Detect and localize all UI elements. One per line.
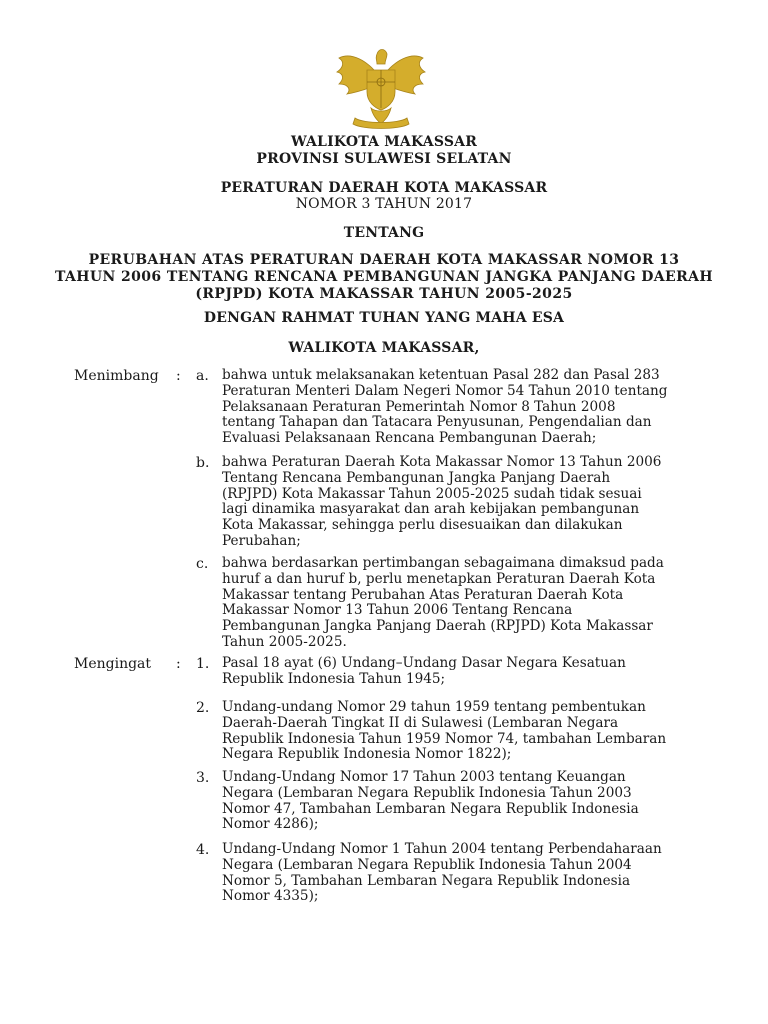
text-line: Undang-Undang Nomor 1 Tahun 2004 tentang Perbendaharaan — [222, 841, 662, 857]
text-line: bahwa berdasarkan pertimbangan sebagaimana dimaksud pada — [222, 555, 664, 571]
text-line: bahwa untuk melaksanakan ketentuan Pasal 282 dan Pasal 283 — [222, 367, 660, 383]
text-line: tentang Tahapan dan Tatacara Penyusunan, Pengendalian dan — [222, 414, 652, 431]
title-line: PERUBAHAN ATAS PERATURAN DAERAH KOTA MAKASSAR NOMOR 13 — [88, 252, 680, 268]
title-line: TAHUN 2006 TENTANG RENCANA PEMBANGUNAN JANGKA PANJANG DAERAH — [54, 269, 714, 285]
text-line: Peraturan Menteri Dalam Negeri Nomor 54 Tahun 2010 tentang — [222, 382, 668, 399]
menimbang-colon: : — [176, 368, 181, 384]
list-marker: 3. — [196, 770, 210, 786]
text-line: Undang-Undang Nomor 17 Tahun 2003 tentang Keuangan — [222, 769, 626, 785]
list-marker: 1. — [196, 656, 210, 672]
text-line: Pelaksanaan Peraturan Pemerintah Nomor 8 Tahun 2008 — [222, 398, 616, 415]
text-line: Tentang Rencana Pembangunan Jangka Panjang Daerah — [222, 469, 611, 486]
text-line: Nomor 4335); — [222, 888, 319, 905]
mengingat-colon: : — [176, 656, 181, 672]
text-line: Nomor 47, Tambahan Lembaran Negara Republik Indonesia — [222, 800, 639, 817]
text-line: Evaluasi Pelaksanaan Rencana Pembangunan Daerah; — [222, 430, 597, 447]
text-line: Republik Indonesia Tahun 1945; — [222, 670, 446, 687]
menimbang-item-c — [222, 556, 696, 651]
text-line: Nomor 5, Tambahan Lembaran Negara Republik Indonesia — [222, 872, 631, 889]
blessing-line: DENGAN RAHMAT TUHAN YANG MAHA ESA — [203, 310, 565, 326]
text-line: Undang-undang Nomor 29 tahun 1959 tentang pembentukan — [222, 699, 646, 715]
text-line: Republik Indonesia Tahun 1959 Nomor 74, tambahan Lembaran — [222, 730, 667, 747]
title-line: (RPJPD) KOTA MAKASSAR TAHUN 2005-2025 — [195, 286, 573, 302]
mengingat-label: Mengingat — [74, 656, 152, 672]
text-line: Makassar Nomor 13 Tahun 2006 Tentang Rencana — [222, 602, 573, 619]
regulation-type: PERATURAN DAERAH KOTA MAKASSAR — [220, 180, 548, 196]
text-line: Pembangunan Jangka Panjang Daerah (RPJPD) Kota Makassar — [222, 618, 653, 635]
text-line: Negara (Lembaran Negara Republik Indonesia Tahun 2003 — [222, 784, 632, 801]
text-line: Nomor 4286); — [222, 816, 319, 833]
text-line: huruf a dan huruf b, perlu menetapkan Peraturan Daerah Kota — [222, 570, 656, 587]
text-line: Perubahan; — [222, 532, 301, 549]
header-line-walikota: WALIKOTA MAKASSAR — [290, 134, 478, 150]
mengingat-item-4 — [222, 842, 696, 905]
menimbang-item-a — [222, 368, 696, 447]
regulation-title — [0, 252, 768, 303]
garuda-emblem-icon — [333, 46, 429, 132]
list-marker: 4. — [196, 842, 210, 858]
tentang-heading: TENTANG — [343, 225, 425, 241]
authority-line: WALIKOTA MAKASSAR, — [288, 340, 480, 356]
list-marker: b. — [196, 455, 210, 471]
menimbang-item-b — [222, 455, 696, 550]
text-line: Negara (Lembaran Negara Republik Indonesia Tahun 2004 — [222, 856, 632, 873]
header-line-provinsi: PROVINSI SULAWESI SELATAN — [256, 151, 512, 167]
text-line: lagi dinamika masyarakat dan arah kebijakan pembangunan — [222, 501, 640, 518]
list-marker: a. — [196, 368, 209, 384]
regulation-number: NOMOR 3 TAHUN 2017 — [295, 196, 473, 212]
text-line: bahwa Peraturan Daerah Kota Makassar Nomor 13 Tahun 2006 — [222, 454, 662, 470]
text-line: (RPJPD) Kota Makassar Tahun 2005-2025 sudah tidak sesuai — [222, 485, 642, 502]
menimbang-label: Menimbang — [74, 368, 159, 384]
text-line: Daerah-Daerah Tingkat II di Sulawesi (Lembaran Negara — [222, 714, 619, 731]
mengingat-item-3 — [222, 770, 696, 833]
text-line: Makassar tentang Perubahan Atas Peraturan Daerah Kota — [222, 586, 624, 603]
text-line: Kota Makassar, sehingga perlu disesuaikan dan dilakukan — [222, 517, 623, 534]
mengingat-item-1 — [222, 656, 696, 688]
text-line: Tahun 2005-2025. — [222, 633, 347, 650]
mengingat-item-2 — [222, 700, 696, 763]
text-line: Negara Republik Indonesia Nomor 1822); — [222, 746, 512, 763]
text-line: Pasal 18 ayat (6) Undang–Undang Dasar Negara Kesatuan — [222, 655, 626, 671]
list-marker: 2. — [196, 700, 210, 716]
list-marker: c. — [196, 556, 209, 572]
